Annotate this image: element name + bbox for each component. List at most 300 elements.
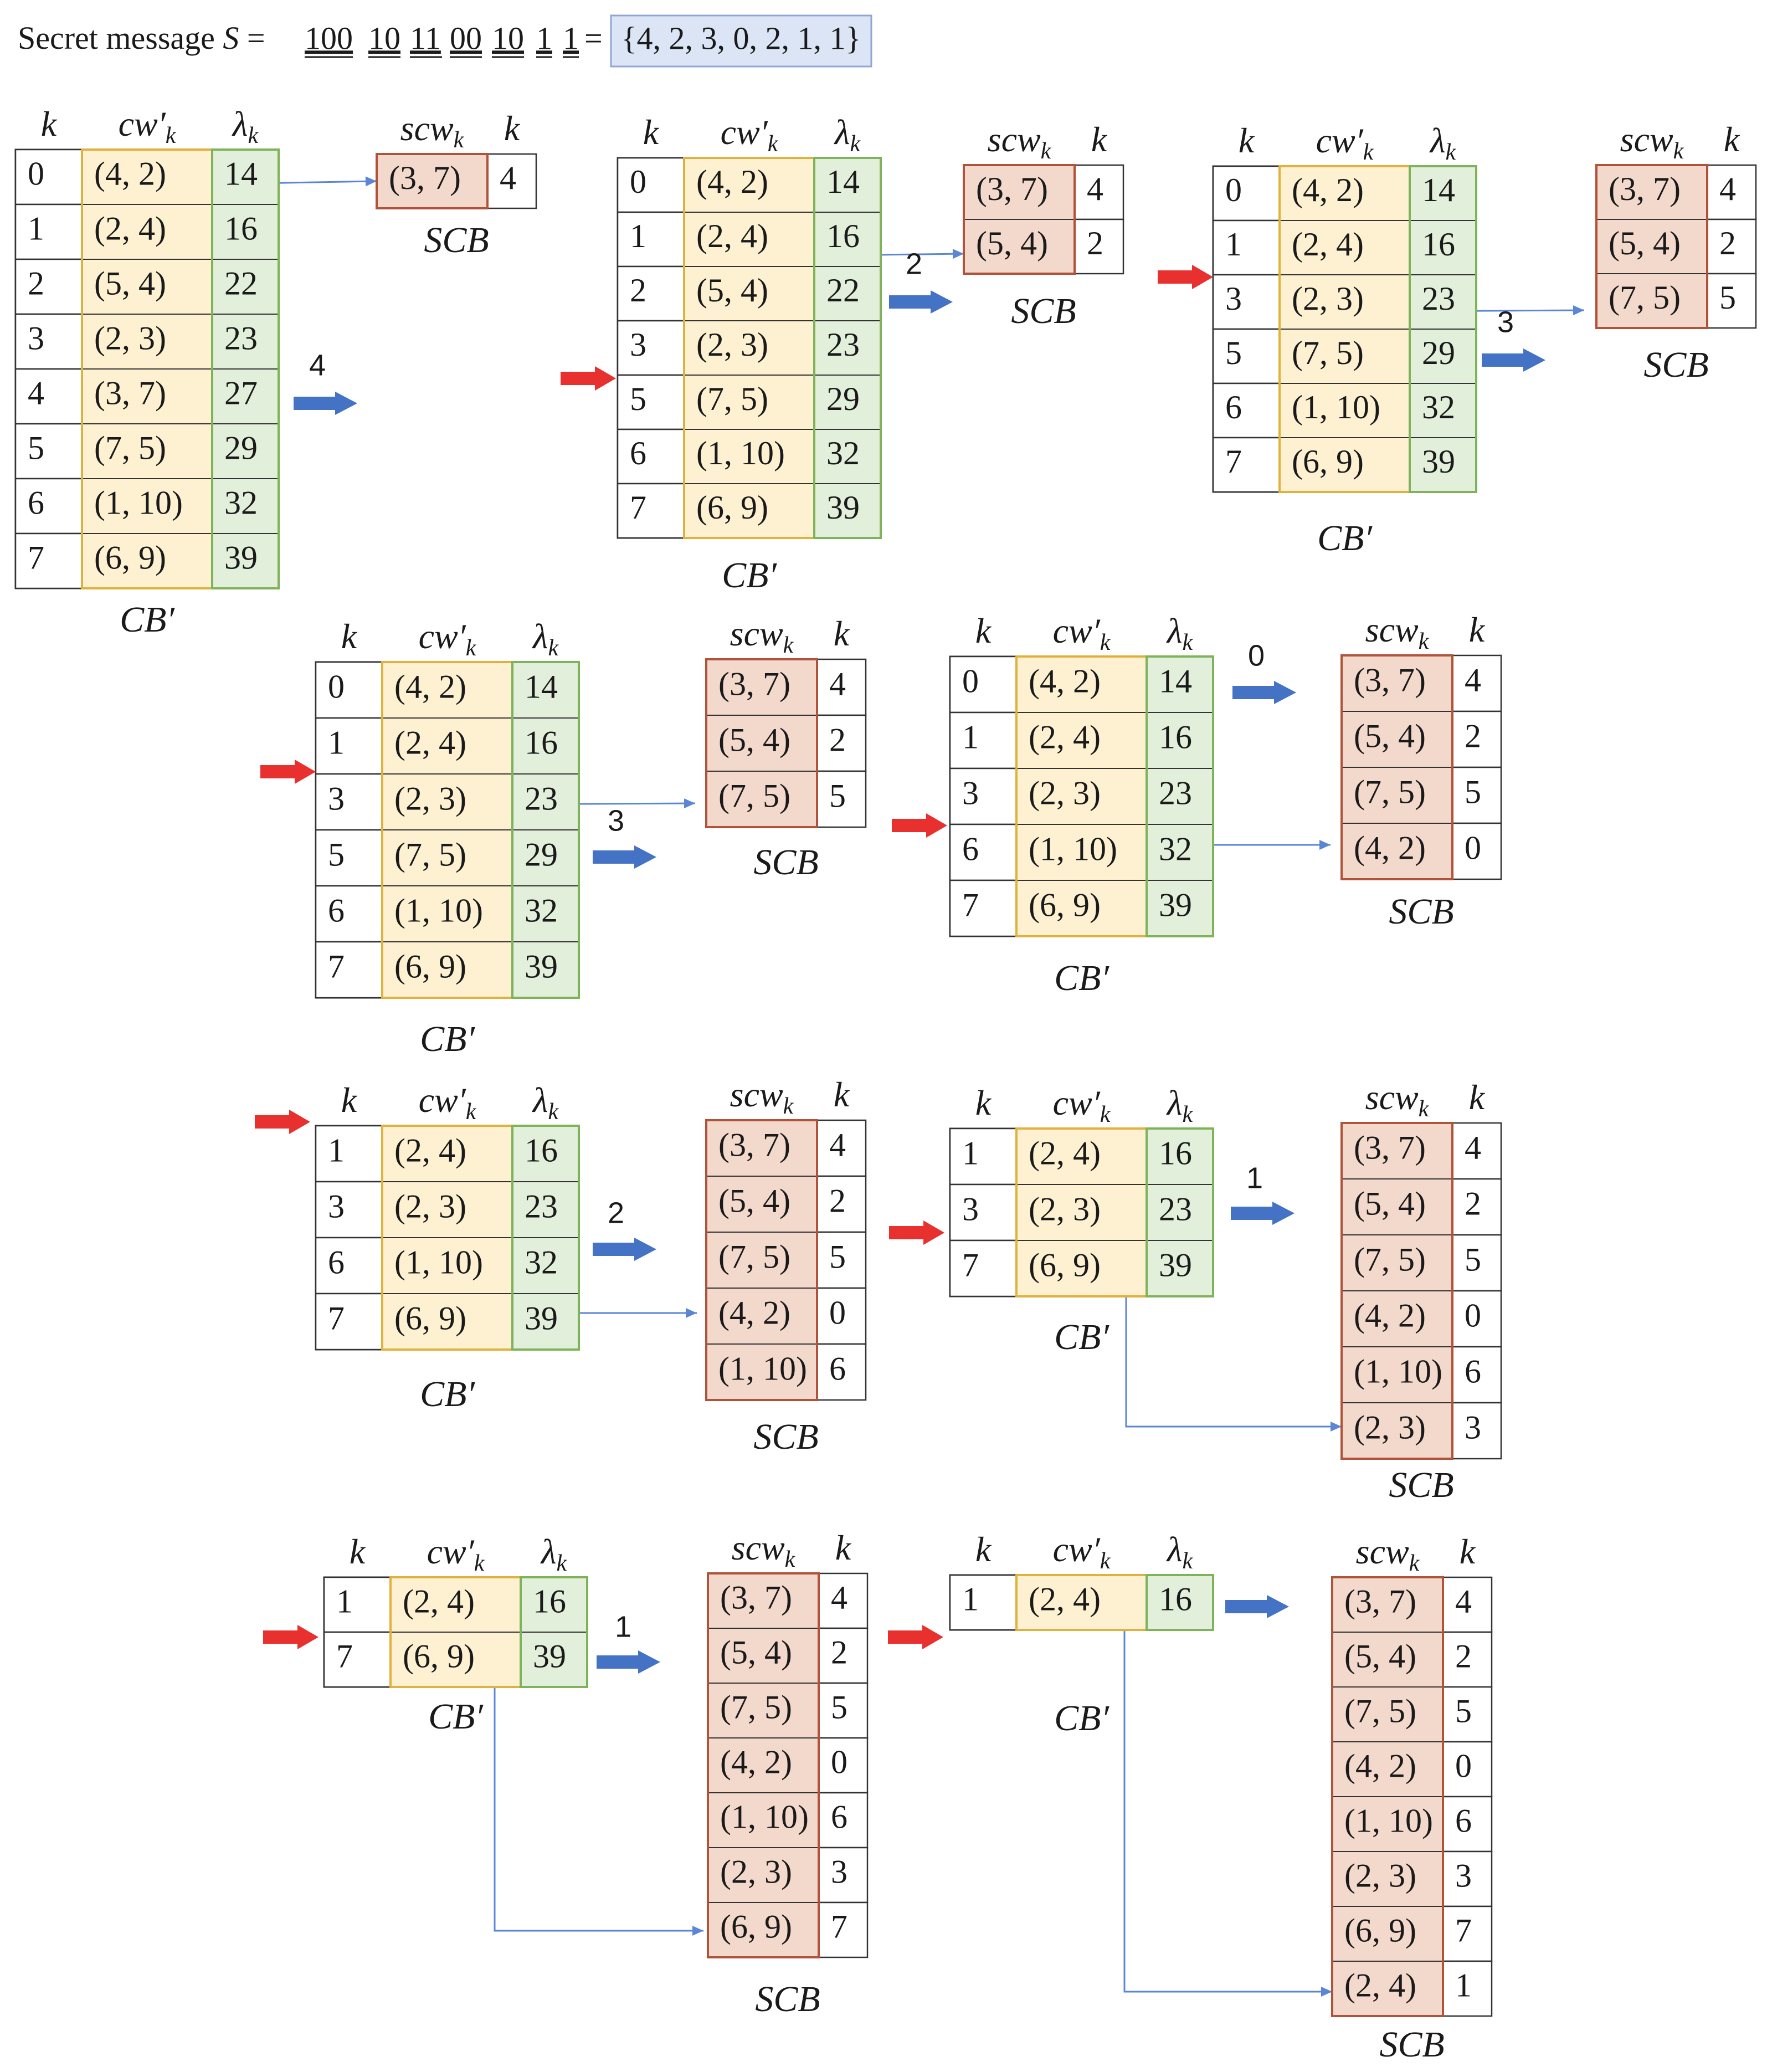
step-value-label: 1 [1246, 1161, 1263, 1195]
k-header: k [975, 611, 992, 650]
k-cell: 0 [28, 155, 44, 192]
cb-row [950, 1129, 1213, 1184]
cb-table [16, 104, 279, 640]
cb-row [950, 657, 1213, 712]
codeword-cell: (2, 3) [94, 320, 166, 357]
cb-row [1213, 166, 1476, 220]
scb-row [708, 1848, 867, 1902]
lambda-cell: 16 [1159, 1581, 1192, 1618]
codeword-cell: (1, 10) [94, 484, 183, 521]
k-cell: 7 [1455, 1912, 1472, 1949]
k-cell: 4 [829, 665, 846, 702]
lambda-cell: 39 [826, 489, 860, 526]
scb-row [708, 1738, 867, 1793]
k-cell: 6 [831, 1798, 847, 1835]
k-header: k [341, 616, 357, 656]
bit-group: 1 [536, 20, 552, 57]
cb-row [324, 1632, 587, 1687]
k-cell: 3 [328, 1188, 345, 1225]
k-header: k [1468, 1077, 1485, 1117]
k-header: k [40, 104, 57, 143]
k-cell: 4 [1465, 661, 1481, 699]
scb-row [708, 1902, 867, 1957]
cb-table [324, 1532, 587, 1737]
k-cell: 7 [328, 1300, 345, 1337]
scb-row [706, 1120, 866, 1176]
cb-row [950, 824, 1213, 880]
codeword-cell: (2, 3) [394, 1188, 466, 1225]
stego-codeword-cell: (7, 5) [718, 777, 790, 814]
k-cell: 7 [962, 886, 979, 924]
scw-header: scw$_k$ [1365, 609, 1429, 654]
lambda-cell: 16 [826, 217, 860, 254]
cw-header: $cw'_k$ [418, 1080, 476, 1125]
cb-row [618, 212, 881, 266]
cb-row [316, 1238, 579, 1294]
cb-row [950, 1575, 1213, 1630]
cb-caption: CB′ [420, 1374, 475, 1415]
codeword-cell: (4, 2) [1292, 171, 1364, 208]
stego-codeword-cell: (7, 5) [1609, 279, 1681, 316]
stego-codeword-cell: (5, 4) [720, 1634, 792, 1671]
stego-codeword-cell: (1, 10) [718, 1350, 807, 1387]
k-cell: 2 [1465, 717, 1481, 755]
k-cell: 7 [630, 489, 646, 526]
step-value-label: 2 [905, 247, 923, 281]
k-header: k [643, 112, 659, 152]
codeword-cell: (2, 3) [1029, 1191, 1101, 1228]
k-cell: 2 [1719, 224, 1736, 261]
stego-codeword-cell: (5, 4) [718, 721, 790, 758]
scb-caption: SCB [1379, 2024, 1445, 2065]
cb-row [324, 1577, 587, 1632]
step-arrow [1482, 305, 1545, 372]
k-cell: 4 [831, 1579, 847, 1616]
scw-header: scw$_k$ [730, 613, 794, 658]
cw-header: $cw'_k$ [1052, 1529, 1111, 1574]
k-cell: 1 [336, 1583, 353, 1620]
k-header: k [504, 108, 520, 148]
lambda-cell: 14 [826, 163, 860, 200]
stego-codeword-cell: (6, 9) [1344, 1912, 1416, 1949]
scb-caption: SCB [753, 842, 819, 883]
cw-header: $cw'_k$ [1052, 611, 1111, 655]
lambda-cell: 29 [826, 380, 860, 417]
k-header: k [833, 613, 850, 653]
codeword-cell: (4, 2) [1029, 663, 1101, 700]
step-arrow [889, 247, 953, 314]
stego-codeword-cell: (7, 5) [1354, 773, 1426, 811]
k-cell: 6 [328, 892, 345, 929]
scb-caption: SCB [1643, 345, 1709, 386]
lambda-header: $\lambda_k$ [1167, 1529, 1193, 1574]
k-cell: 0 [1465, 829, 1481, 866]
stego-codeword-cell: (3, 7) [1354, 661, 1426, 699]
step-value-label: 3 [607, 804, 625, 838]
lambda-cell: 29 [525, 836, 558, 873]
connector-arrowhead-icon [1321, 1987, 1332, 1997]
lambda-cell: 39 [1422, 443, 1455, 480]
cb-row [1213, 383, 1476, 438]
scb-row [1342, 711, 1501, 767]
lambda-cell: 39 [1159, 886, 1192, 924]
step-arrow [593, 804, 656, 869]
cb-caption: CB′ [1054, 1317, 1109, 1358]
scb-row [708, 1793, 867, 1848]
scb-row [1332, 1906, 1492, 1961]
stego-codeword-cell: (3, 7) [389, 159, 461, 196]
k-cell: 0 [1225, 171, 1242, 208]
codeword-cell: (5, 4) [94, 265, 166, 302]
scb-caption: SCB [1011, 291, 1076, 332]
cb-row [16, 204, 279, 259]
k-cell: 2 [831, 1634, 847, 1671]
bit-group: 11 [410, 20, 441, 57]
stego-codeword-cell: (2, 4) [1344, 1967, 1416, 2004]
k-cell: 0 [328, 668, 345, 705]
cb-row [950, 712, 1213, 768]
scb-table [377, 109, 536, 260]
connector-arrowhead-icon [1573, 305, 1584, 315]
cw-header: $cw'_k$ [1052, 1083, 1111, 1127]
stego-codeword-cell: (3, 7) [976, 170, 1048, 207]
k-cell: 4 [1465, 1129, 1481, 1166]
red-arrow-icon [889, 1220, 944, 1245]
lambda-header: $\lambda_k$ [1167, 1083, 1193, 1127]
cb-row [1213, 220, 1476, 275]
cb-row [16, 314, 279, 369]
k-cell: 3 [831, 1853, 847, 1890]
header-prefix: Secret message [18, 20, 223, 57]
codeword-cell: (2, 3) [1292, 280, 1364, 317]
cb-table [1213, 121, 1476, 558]
codeword-cell: (6, 9) [1292, 443, 1364, 480]
scb-row [706, 1344, 866, 1400]
k-cell: 2 [28, 265, 44, 302]
k-cell: 2 [1087, 224, 1103, 261]
scb-table [706, 614, 866, 883]
cb-row [618, 484, 881, 538]
scb-table [964, 120, 1123, 331]
scb-row [708, 1573, 867, 1628]
scb-table [1342, 610, 1501, 932]
k-header: k [833, 1074, 850, 1114]
scb-row [706, 771, 866, 827]
k-cell: 4 [500, 159, 516, 196]
codeword-cell: (2, 4) [1292, 225, 1364, 263]
stego-codeword-cell: (6, 9) [720, 1908, 792, 1945]
cb-row [1213, 438, 1476, 492]
bit-group: 10 [492, 20, 524, 57]
stego-codeword-cell: (5, 4) [1354, 1185, 1426, 1222]
lambda-cell: 23 [1422, 280, 1455, 317]
lambda-cell: 23 [224, 320, 258, 357]
lambda-cell: 29 [224, 429, 258, 466]
stego-codeword-cell: (4, 2) [1344, 1747, 1416, 1784]
connector-arrowhead-icon [692, 1926, 703, 1936]
k-cell: 6 [28, 484, 44, 521]
cb-table [316, 1080, 579, 1414]
k-cell: 7 [1225, 443, 1242, 480]
cb-row [316, 774, 579, 830]
k-cell: 2 [1455, 1638, 1472, 1675]
k-cell: 3 [630, 326, 646, 363]
codeword-cell: (6, 9) [394, 948, 466, 985]
codeword-cell: (6, 9) [1029, 886, 1101, 924]
k-cell: 0 [831, 1743, 847, 1781]
stego-codeword-cell: (2, 3) [720, 1853, 792, 1890]
lambda-header: $\lambda_k$ [1430, 120, 1456, 165]
cb-row [950, 1240, 1213, 1296]
k-cell: 2 [829, 1182, 846, 1219]
k-cell: 5 [831, 1689, 847, 1726]
cb-row [618, 321, 881, 375]
stego-codeword-cell: (7, 5) [1354, 1241, 1426, 1278]
k-cell: 3 [962, 1191, 979, 1228]
k-cell: 2 [630, 271, 646, 309]
k-cell: 6 [1455, 1802, 1472, 1839]
scw-header: scw$_k$ [400, 108, 464, 153]
codeword-cell: (4, 2) [394, 668, 466, 705]
step-arrow [1225, 1595, 1289, 1618]
scb-row [1342, 823, 1501, 879]
lambda-cell: 39 [525, 948, 558, 985]
stego-codeword-cell: (1, 10) [1344, 1802, 1433, 1839]
stego-codeword-cell: (3, 7) [720, 1579, 792, 1616]
k-header: k [835, 1527, 851, 1567]
scb-row [706, 1176, 866, 1232]
header-equals-2: = [584, 20, 603, 57]
k-cell: 5 [1465, 773, 1481, 811]
scb-row [706, 715, 866, 771]
cb-row [950, 768, 1213, 824]
lambda-cell: 39 [525, 1300, 558, 1337]
stego-codeword-cell: (3, 7) [1609, 170, 1681, 207]
cb-row [316, 1182, 579, 1238]
connector-arrowhead-icon [1331, 1422, 1342, 1432]
step-value-label: 4 [309, 348, 326, 382]
k-header: k [1238, 120, 1255, 160]
step-arrow [294, 348, 357, 415]
k-cell: 5 [829, 1238, 846, 1275]
lambda-cell: 32 [525, 892, 558, 929]
codeword-cell: (2, 4) [394, 1132, 466, 1169]
connector-arrowhead-icon [1319, 840, 1331, 850]
cw-header: $cw'_k$ [427, 1531, 485, 1576]
lambda-header: $\lambda_k$ [541, 1531, 567, 1576]
cb-caption: CB′ [420, 1019, 475, 1060]
codeword-cell: (1, 10) [394, 1244, 483, 1281]
step-value-label: 3 [1497, 305, 1514, 339]
lambda-cell: 39 [533, 1638, 566, 1675]
blue-arrow-icon [294, 392, 357, 415]
blue-arrow-icon [889, 290, 953, 314]
k-header: k [1459, 1531, 1476, 1571]
cw-header: $cw'_k$ [118, 104, 176, 148]
k-cell: 7 [328, 948, 345, 985]
cb-row [316, 1294, 579, 1350]
codeword-cell: (2, 4) [1029, 1581, 1101, 1618]
connector-arrowhead-icon [953, 249, 964, 259]
blue-arrow-icon [1232, 681, 1296, 704]
red-arrow-icon [263, 1625, 319, 1649]
lambda-cell: 16 [525, 1132, 558, 1169]
cw-header: $cw'_k$ [1316, 120, 1374, 165]
scb-row [1332, 1632, 1492, 1687]
k-cell: 3 [1225, 280, 1242, 317]
lambda-cell: 32 [826, 434, 860, 471]
k-cell: 7 [962, 1247, 979, 1284]
scb-row [1342, 655, 1501, 711]
scb-row [1332, 1852, 1492, 1906]
k-cell: 5 [1719, 279, 1736, 316]
cb-table [618, 112, 881, 596]
lambda-cell: 29 [1422, 334, 1455, 371]
k-cell: 0 [1465, 1297, 1481, 1334]
step-arrow [1232, 639, 1296, 704]
stego-codeword-cell: (5, 4) [976, 224, 1048, 261]
scb-row [377, 154, 536, 208]
stego-codeword-cell: (2, 3) [1344, 1857, 1416, 1894]
lambda-cell: 16 [1159, 1135, 1192, 1172]
lambda-cell: 16 [1422, 225, 1455, 263]
cb-row [316, 662, 579, 718]
bit-group: 00 [450, 20, 482, 57]
k-cell: 1 [962, 719, 979, 756]
lambda-cell: 23 [826, 326, 860, 363]
stego-codeword-cell: (3, 7) [1344, 1583, 1416, 1620]
connector-arrowhead-icon [686, 1308, 697, 1318]
cb-caption: CB′ [1054, 958, 1109, 999]
cw-header: $cw'_k$ [418, 616, 476, 661]
cb-row [16, 150, 279, 204]
cb-row [1213, 329, 1476, 383]
result-sequence: {4, 2, 3, 0, 2, 1, 1} [621, 20, 861, 57]
scb-caption: SCB [1389, 1465, 1454, 1506]
codeword-cell: (7, 5) [1292, 334, 1364, 371]
connector-arrowhead-icon [684, 798, 695, 808]
bit-group: 1 [563, 20, 579, 57]
scb-row [1342, 1235, 1501, 1291]
codeword-cell: (4, 2) [696, 163, 768, 200]
k-cell: 5 [1455, 1693, 1472, 1730]
stego-codeword-cell: (3, 7) [1354, 1129, 1426, 1166]
scb-caption: SCB [424, 220, 489, 261]
connector-arrowhead-icon [366, 176, 377, 186]
codeword-cell: (4, 2) [94, 155, 166, 192]
k-cell: 7 [831, 1908, 847, 1945]
k-cell: 2 [1465, 1185, 1481, 1222]
scw-header: scw$_k$ [1355, 1531, 1420, 1576]
k-cell: 6 [962, 830, 979, 868]
cb-row [316, 718, 579, 774]
stego-codeword-cell: (7, 5) [1344, 1693, 1416, 1730]
blue-arrow-icon [1225, 1595, 1289, 1618]
k-cell: 1 [28, 210, 44, 247]
scb-table [1342, 1078, 1501, 1505]
stego-codeword-cell: (5, 4) [718, 1182, 790, 1219]
codeword-cell: (2, 4) [94, 210, 166, 247]
cb-table [950, 1083, 1213, 1357]
cb-table [950, 1530, 1213, 1738]
k-cell: 3 [1465, 1409, 1481, 1446]
scb-table [706, 1075, 866, 1457]
k-cell: 6 [630, 434, 646, 471]
k-cell: 3 [28, 320, 44, 357]
scw-header: scw$_k$ [1365, 1077, 1429, 1122]
lambda-cell: 32 [525, 1244, 558, 1281]
cb-caption: CB′ [722, 555, 777, 596]
stego-codeword-cell: (4, 2) [720, 1743, 792, 1781]
blue-arrow-icon [1482, 348, 1545, 372]
scb-row [1596, 274, 1756, 328]
scb-row [1596, 219, 1756, 274]
cb-row [16, 424, 279, 479]
stego-codeword-cell: (5, 4) [1344, 1638, 1416, 1675]
k-cell: 4 [829, 1126, 846, 1163]
k-cell: 3 [328, 780, 345, 817]
step-value-label: 1 [614, 1610, 632, 1644]
k-cell: 1 [630, 217, 646, 254]
k-header: k [1091, 119, 1107, 159]
cb-row [16, 479, 279, 534]
k-cell: 1 [328, 1132, 345, 1169]
stego-codeword-cell: (1, 10) [1354, 1353, 1442, 1390]
step-arrow [597, 1610, 660, 1674]
codeword-cell: (2, 4) [1029, 719, 1101, 756]
scb-row [1342, 767, 1501, 823]
stego-codeword-cell: (3, 7) [718, 1126, 790, 1163]
lambda-cell: 39 [1159, 1247, 1192, 1284]
scb-row [1342, 1347, 1501, 1403]
k-cell: 6 [328, 1244, 345, 1281]
scb-row [1342, 1123, 1501, 1179]
red-arrow-icon [1158, 265, 1213, 289]
cb-row [16, 534, 279, 588]
red-arrow-icon [888, 1625, 943, 1649]
cb-row [1213, 275, 1476, 329]
k-cell: 4 [1087, 170, 1103, 207]
red-arrow-icon [260, 760, 316, 784]
k-cell: 5 [328, 836, 345, 873]
scb-row [706, 1288, 866, 1344]
cb-row [316, 942, 579, 998]
cb-caption: CB′ [120, 599, 174, 640]
codeword-cell: (2, 4) [1029, 1135, 1101, 1172]
scb-row [708, 1628, 867, 1683]
scw-header: scw$_k$ [1620, 119, 1684, 164]
cb-row [16, 259, 279, 314]
codeword-cell: (1, 10) [1292, 388, 1380, 425]
cb-caption: CB′ [428, 1696, 483, 1737]
stego-codeword-cell: (7, 5) [720, 1689, 792, 1726]
blue-arrow-icon [593, 1238, 656, 1261]
scb-row [1342, 1403, 1501, 1459]
k-cell: 1 [962, 1581, 979, 1618]
codeword-cell: (1, 10) [394, 892, 483, 929]
k-header: k [975, 1529, 992, 1569]
stego-codeword-cell: (2, 3) [1354, 1409, 1426, 1446]
lambda-cell: 14 [525, 668, 558, 705]
scw-header: scw$_k$ [730, 1074, 794, 1119]
cb-row [618, 429, 881, 484]
scb-row [1342, 1179, 1501, 1235]
blue-arrow-icon [593, 845, 656, 869]
codeword-cell: (7, 5) [696, 380, 768, 417]
cb-caption: CB′ [1054, 1698, 1109, 1739]
lambda-cell: 32 [224, 484, 258, 521]
codeword-cell: (2, 4) [403, 1583, 475, 1620]
